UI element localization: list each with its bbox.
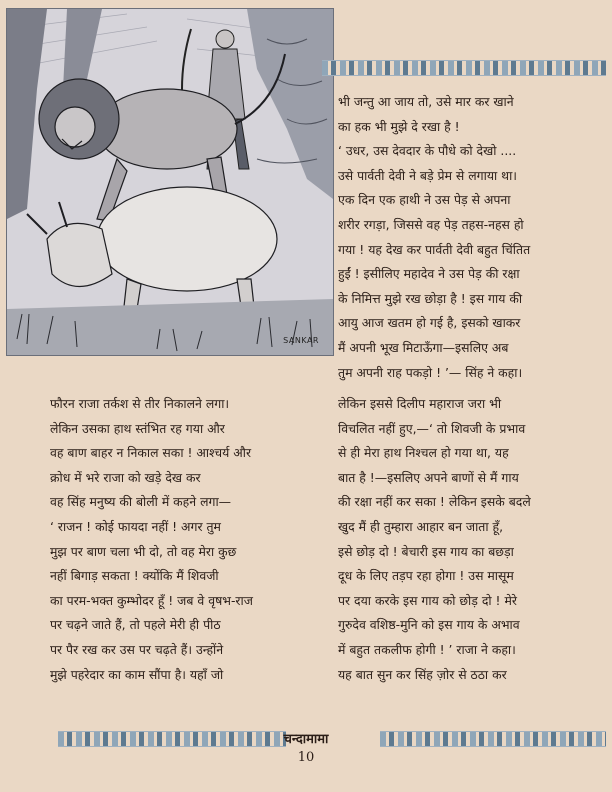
text-line: फौरन राजा तर्कश से तीर निकालने लगा। (50, 396, 230, 411)
text-line: उसे पार्वती देवी ने बड़े प्रेम से लगाया था। (338, 167, 517, 183)
text-line: मैं अपनी भूख मिटाऊँगा—इसलिए अब (338, 339, 509, 355)
artist-signature: SANKAR (283, 336, 319, 345)
text-line: बात है !—इसलिए अपने बाणों से मैं गाय (338, 469, 519, 485)
text-line: शरीर रगड़ा, जिससे वह पेड़ तहस-नहस हो (338, 216, 524, 232)
text-line: से ही मेरा हाथ निश्चल हो गया था, यह (338, 445, 509, 461)
text-line: का परम-भक्त कुम्भोदर हूँ ! जब वे वृषभ-राज (50, 592, 253, 608)
text-line: पर चढ़ने जाते हैं, तो पहले मेरी ही पीठ (50, 617, 221, 633)
magazine-title: चन्दामामा (283, 732, 329, 747)
right-column-top-text (338, 90, 606, 385)
text-line: लेकिन उसका हाथ स्तंभित रह गया और (50, 420, 225, 436)
text-line: यह बात सुन कर सिंह ज़ोर से ठठा कर (338, 666, 507, 682)
text-line: इसे छोड़ दो ! बेचारी इस गाय का बछड़ा (338, 543, 514, 559)
text-line: गया ! यह देख कर पार्वती देवी बहुत चिंतित (338, 241, 531, 257)
text-line: विचलित नहीं हुए,—‘ तो शिवजी के प्रभाव (338, 420, 526, 436)
text-line: दूध के लिए तड़प रहा होगा ! उस मासूम (338, 568, 514, 584)
text-line: की रक्षा नहीं कर सका ! लेकिन इसके बदले (338, 494, 531, 510)
text-line: लेकिन इससे दिलीप महाराज जरा भी (338, 396, 502, 411)
text-line: भी जन्तु आ जाय तो, उसे मार कर खाने (338, 94, 514, 109)
text-line: तुम अपनी राह पकड़ो ! ’— सिंह ने कहा। (338, 364, 523, 380)
decorative-border-top (322, 60, 606, 76)
page-number: 10 (297, 750, 315, 765)
text-line: एक दिन एक हाथी ने उस पेड़ से अपना (338, 192, 511, 208)
illustration-drawing (7, 9, 333, 355)
text-line: नहीं बिगाड़ सकता ! क्योंकि मैं शिवजी (50, 568, 219, 584)
right-column-bottom-text (338, 392, 606, 687)
text-line: पर पैर रख कर उस पर चढ़ते हैं। उन्होंने (50, 641, 224, 657)
text-line: क्रोध में भरे राजा को खड़े देख कर (50, 469, 201, 485)
lion-attacking-cow-illustration (6, 8, 334, 356)
text-line: का हक भी मुझे दे रखा है ! (338, 118, 460, 134)
text-line: वह सिंह मनुष्य की बोली में कहने लगा— (50, 494, 232, 510)
text-line: पर दया करके इस गाय को छोड़ दो ! मेरे (338, 592, 517, 608)
text-line: ‘ उधर, उस देवदार के पौधे को देखो .... (338, 143, 517, 159)
text-line: वह बाण बाहर न निकाल सका ! आश्चर्य और (50, 445, 252, 461)
text-line: आयु आज खतम हो गई है, इसको खाकर (338, 315, 521, 331)
text-line: में बहुत तकलीफ होगी ! ’ राजा ने कहा। (338, 641, 516, 657)
text-line: मुझे पहरेदार का काम सौंपा है। यहाँ जो (50, 666, 224, 682)
text-line: ‘ राजन ! कोई फायदा नहीं ! अगर तुम (50, 518, 221, 534)
text-line: हुईं ! इसीलिए महादेव ने उस पेड़ की रक्षा (338, 266, 520, 282)
text-line: मुझ पर बाण चला भी दो, तो वह मेरा कुछ (50, 543, 237, 559)
text-line: के निमित्त मुझे रख छोड़ा है ! इस गाय की (338, 290, 523, 306)
text-line: गुरुदेव वशिष्ठ-मुनि को इस गाय के अभाव (338, 617, 520, 633)
left-column-text (50, 392, 328, 687)
text-line: खुद मैं ही तुम्हारा आहार बन जाता हूँ, (338, 518, 504, 534)
